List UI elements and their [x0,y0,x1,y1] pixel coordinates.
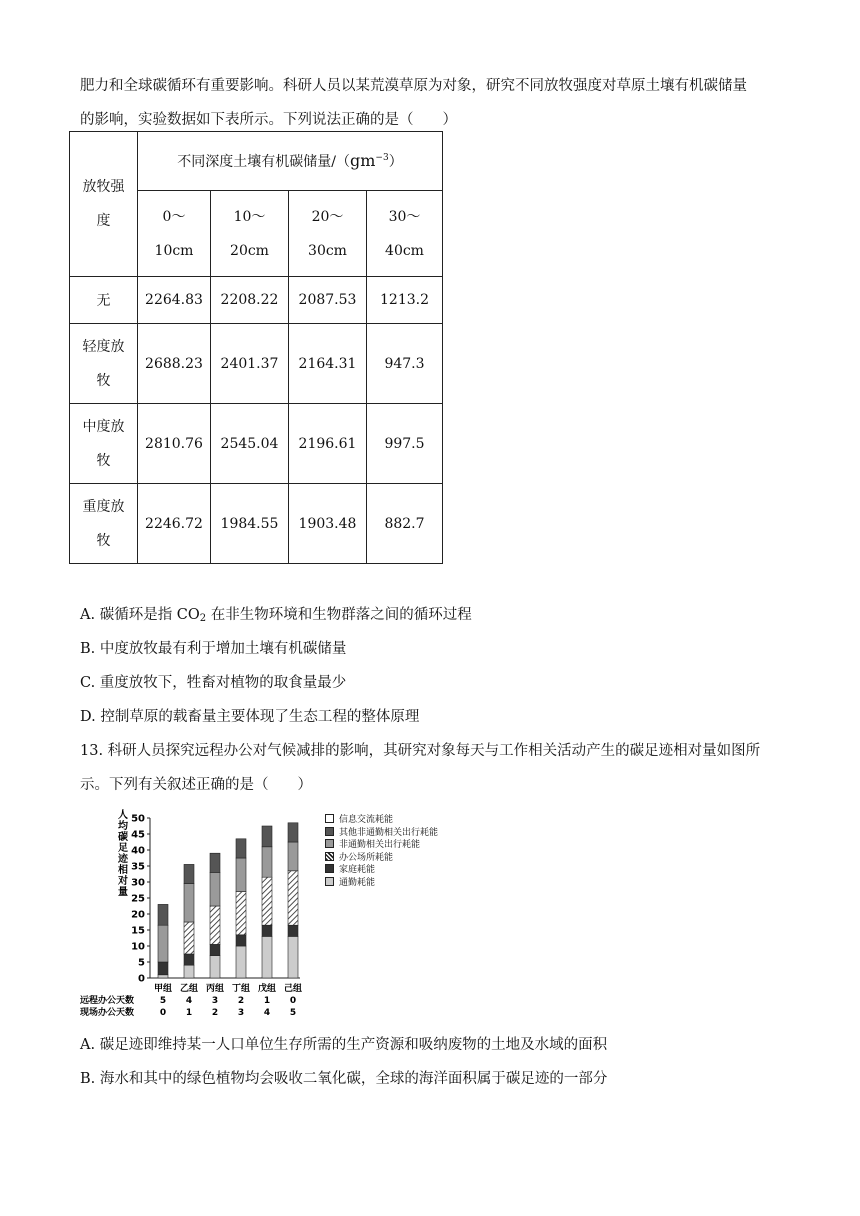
remote-days-value: 0 [289,996,297,1006]
y-axis-label-char: 碳 [118,832,128,843]
row-label: 无 [70,277,138,324]
cell: 947.3 [367,324,443,404]
row-label-text: 中度放 牧 [82,418,125,469]
cell: 2688.23 [138,324,211,404]
col-header-text: 0～ 10cm [154,208,194,259]
bar-segment [158,975,168,978]
col-header [211,191,289,277]
legend-label: 其他非通勤相关出行耗能 [339,827,439,838]
y-tick-label: 25 [131,893,145,905]
bar-segment [158,925,168,962]
table-row [70,277,443,324]
bar-segment [262,826,272,847]
y-tick-label: 15 [131,925,145,937]
row-label: 远程办公天数 [80,996,135,1006]
onsite-days-value: 3 [237,1008,245,1018]
bar-segment [184,922,194,954]
y-axis-label-char: 迹 [118,854,128,865]
cell: 2087.53 [289,277,367,324]
y-tick-label: 50 [131,813,145,825]
group-header [138,132,443,191]
bar-segment [262,925,272,936]
y-axis-label-char: 对 [118,876,128,887]
option-a-sub: 2 [199,613,207,624]
cell: 2401.37 [211,324,289,404]
bar-segment [184,954,194,965]
q13-option-a: A. 碳足迹即维持某一人口单位生存所需的生产资源和吸纳废物的土地及水域的面积 [80,1037,608,1053]
option-a [80,603,472,624]
option-a-post: 在非生物环境和生物群落之间的循环过程 [206,607,472,623]
group-header-prefix: 不同深度土壤有机碳储量/（ [177,154,350,170]
option-b: B. 中度放牧最有利于增加土壤有机碳储量 [80,641,347,657]
row-header-cell [70,132,138,277]
q13-stem-line-1: 13. 科研人员探究远程办公对气候减排的影响，其研究对象每天与工作相关活动产生的碳足迹相对量如图所 [80,743,761,759]
bar-segment [158,962,168,975]
x-tick-label: 甲组 [153,984,173,994]
legend-swatch [325,877,334,886]
bar-segment [236,935,246,946]
intro-line-2: 的影响，实验数据如下表所示。下列说法正确的是（ ） [80,112,457,128]
cell: 2545.04 [211,404,289,484]
col-header-text: 10～ 20cm [230,208,269,259]
col-header-text: 20～ 30cm [308,208,347,259]
row-label-text: 轻度放 牧 [82,338,125,389]
legend-swatch [325,864,334,873]
y-axis [117,808,300,985]
cell: 2164.31 [289,324,367,404]
bar-segment [210,956,220,978]
q13-option-b: B. 海水和其中的绿色植物均会吸收二氧化碳，全球的海洋面积属于碳足迹的一部分 [80,1071,608,1087]
cell: 1213.2 [367,277,443,324]
group-header-unit: gm [350,151,376,170]
y-tick-label: 30 [131,877,145,889]
bar-segment [236,892,246,935]
cell: 2196.61 [289,404,367,484]
legend-label: 非通勤相关出行耗能 [339,840,421,850]
onsite-days-value: 0 [159,1008,167,1018]
cell: 2246.72 [138,484,211,564]
col-header-text: 30～ 40cm [385,208,424,259]
remote-days-value: 2 [237,996,245,1006]
bar-segment [210,906,220,944]
y-tick-label: 10 [131,941,145,953]
x-tick-label: 丁组 [231,984,251,994]
bar-segment [262,936,272,978]
row-label [70,324,138,404]
bar-segment [288,823,298,842]
cell: 2264.83 [138,277,211,324]
legend-label: 通勤耗能 [339,877,376,888]
legend-item [325,862,375,875]
carbon-storage-table [69,131,443,564]
table-row [70,324,443,404]
table-row [70,404,443,484]
remote-days-value: 3 [211,996,219,1006]
remote-days-value: 1 [263,996,271,1006]
y-axis-label-char: 量 [118,887,128,898]
bar-segment [236,858,246,892]
row-label [70,484,138,564]
cell: 1903.48 [289,484,367,564]
cell: 2810.76 [138,404,211,484]
bar-segment [288,936,298,978]
cell: 882.7 [367,484,443,564]
y-axis-label-char: 均 [118,821,128,832]
bars [158,823,298,978]
x-tick-label: 己组 [283,984,303,994]
bar-segment [210,853,220,872]
legend-swatch [325,827,334,836]
cell: 2208.22 [211,277,289,324]
y-axis-label-char: 足 [118,843,128,854]
intro-line-1: 肥力和全球碳循环有重要影响。科研人员以某荒漠草原为对象，研究不同放牧强度对草原土壤有机碳储量 [80,78,747,94]
legend-label: 家庭耗能 [339,865,376,875]
legend-swatch [325,852,334,861]
legend-item [325,850,393,863]
bar-segment [210,872,220,906]
x-tick-label: 戊组 [257,984,277,994]
onsite-days-value: 1 [185,1008,193,1018]
bar-segment [184,884,194,922]
y-tick-label: 45 [131,829,145,841]
legend-item [325,837,420,850]
col-header [289,191,367,277]
row-label-text: 重度放 牧 [82,498,125,549]
row-label [70,404,138,484]
row-label: 现场办公天数 [80,1008,135,1018]
y-axis-label-char: 人 [118,810,128,821]
bar-segment [236,839,246,858]
bar-segment [158,904,168,925]
col-header [138,191,211,277]
group-header-suffix: ） [388,154,403,170]
bar-segment [262,847,272,877]
y-tick-label: 0 [138,973,145,985]
q13-stem-line-2: 示。下列有关叙述正确的是（ ） [80,777,312,793]
remote-days-value: 5 [159,996,167,1006]
onsite-days-value: 5 [289,1008,297,1018]
onsite-days-value: 2 [211,1008,219,1018]
y-tick-label: 35 [131,861,145,873]
bar-segment [184,965,194,978]
bar-segment [262,877,272,925]
bar-segment [288,925,298,936]
bar-segment [184,864,194,883]
x-tick-label: 丙组 [205,984,225,994]
legend-label: 办公场所耗能 [339,852,394,863]
x-tick-label: 乙组 [179,984,199,994]
bar-segment [288,871,298,925]
row-header: 放牧强 度 [82,179,125,229]
option-d: D. 控制草原的载畜量主要体现了生态工程的整体原理 [80,709,420,725]
legend-item [325,825,438,838]
legend-item [325,875,375,888]
legend-item [325,812,393,825]
bar-segment [210,944,220,955]
remote-days-value: 4 [185,996,193,1006]
onsite-days-value: 4 [263,1008,271,1018]
col-header [367,191,443,277]
bar-segment [288,842,298,871]
legend-swatch [325,814,334,823]
group-header-exp: −3 [375,153,389,163]
y-tick-label: 5 [138,957,145,969]
y-tick-label: 20 [131,909,145,921]
table-row [70,484,443,564]
cell: 1984.55 [211,484,289,564]
legend-swatch [325,839,334,848]
bar-segment [236,946,246,978]
cell: 997.5 [367,404,443,484]
legend-label: 信息交流耗能 [339,815,394,825]
y-axis-label-char: 相 [118,865,128,876]
x-labels [79,982,302,1018]
y-tick-label: 40 [131,845,145,857]
option-a-pre: A. 碳循环是指 CO [80,607,200,623]
option-c: C. 重度放牧下，牲畜对植物的取食量最少 [80,675,347,691]
